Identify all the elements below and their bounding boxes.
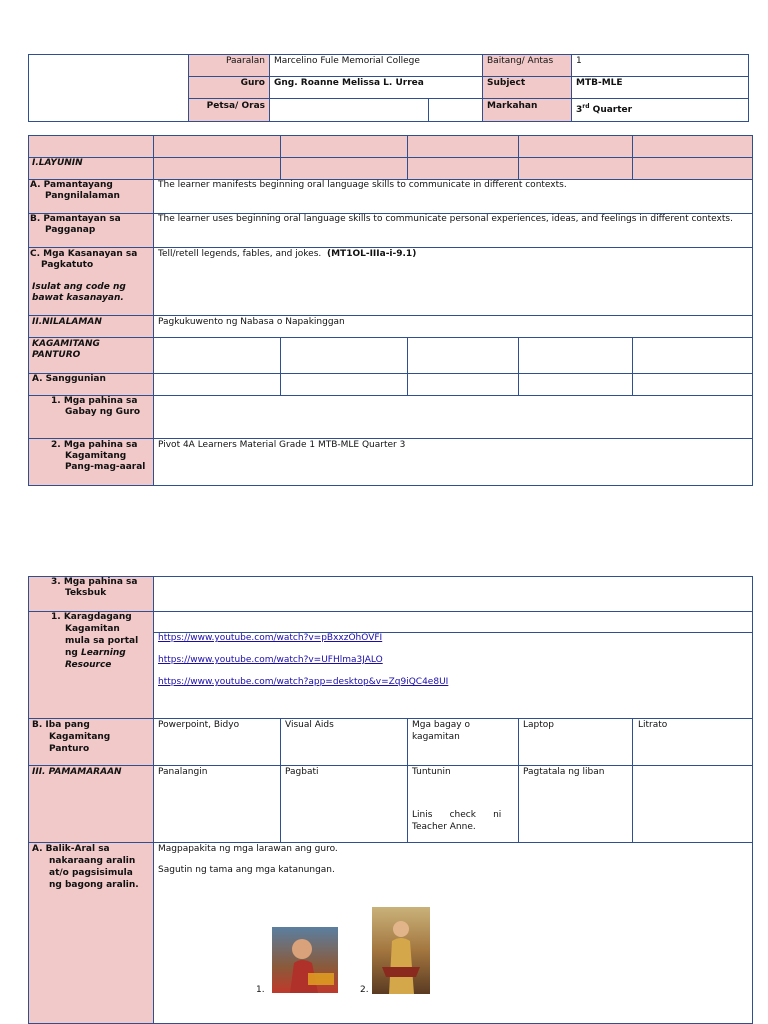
iba-cell-3b: kagamitan bbox=[412, 732, 460, 742]
karagdagang-label-2: Kagamitan bbox=[65, 624, 120, 634]
sanggunian-label: A. Sanggunian bbox=[32, 374, 106, 384]
col-line bbox=[407, 337, 408, 395]
col-line bbox=[518, 135, 519, 180]
balik-label: A. Balik-Aral sa bbox=[32, 844, 110, 854]
youtube-link-3[interactable]: https://www.youtube.com/watch?app=desktop&v=Zq9iQC4e8UI bbox=[158, 677, 449, 687]
karagdagang-label-4: ng Learning bbox=[65, 648, 126, 658]
karagdagang-label: 1. Karagdagang bbox=[51, 612, 132, 622]
a-text: The learner manifests beginning oral language skills to communicate in different contexts. bbox=[158, 180, 567, 190]
iba-cell-3: Mga bagay o bbox=[412, 720, 471, 730]
nilalaman-text: Pagkukuwento ng Nabasa o Napakinggan bbox=[158, 317, 345, 327]
iba-cell-2: Visual Aids bbox=[285, 720, 334, 730]
c-text: Tell/retell legends, fables, and jokes. (MT1OL-IIIa-i-9.1) bbox=[158, 249, 417, 259]
karagdagang-label-5: Resource bbox=[65, 660, 112, 670]
paaralan-label: Paaralan bbox=[226, 56, 265, 66]
iba-label-3: Panturo bbox=[49, 744, 90, 754]
gabay-label: 1. Mga pahina sa bbox=[51, 396, 138, 406]
pam-cell-2: Pagbati bbox=[285, 767, 319, 777]
b-label: B. Pamantayan sa bbox=[30, 214, 121, 224]
c-label-2: Pagkatuto bbox=[41, 260, 94, 270]
b-label-2: Pagganap bbox=[45, 225, 96, 235]
markahan-value: 3rd Quarter bbox=[576, 103, 633, 115]
iba-cell-4: Laptop bbox=[523, 720, 554, 730]
iba-cell-1: Powerpoint, Bidyo bbox=[158, 720, 240, 730]
linis-text: Linis check ni bbox=[412, 810, 502, 820]
row-line bbox=[28, 315, 753, 316]
lm-text: Pivot 4A Learners Material Grade 1 MTB-MLE Quarter 3 bbox=[158, 440, 406, 450]
b-text: The learner uses beginning oral language skills to communicate personal experiences, ideas, and feelings in different contexts. bbox=[158, 214, 733, 224]
lm-label: 2. Mga pahina sa bbox=[51, 440, 138, 450]
col-line bbox=[632, 135, 633, 180]
guro-label: Guro bbox=[240, 78, 265, 88]
baitang-value: 1 bbox=[576, 56, 582, 66]
row-line bbox=[28, 247, 753, 248]
col-line bbox=[280, 718, 281, 842]
balik-label-2: nakaraang aralin bbox=[49, 856, 136, 866]
a-label: A. Pamantayang bbox=[30, 180, 113, 190]
iba-label-2: Kagamitang bbox=[49, 732, 111, 742]
linis-text-2: Teacher Anne. bbox=[412, 822, 476, 832]
a-label-2: Pangnilalaman bbox=[45, 191, 120, 201]
youtube-link-1[interactable]: https://www.youtube.com/watch?v=pBxxzOhOVFI bbox=[158, 633, 383, 643]
kagamitan-heading: KAGAMITANG bbox=[32, 339, 100, 349]
col-line bbox=[518, 337, 519, 395]
baitang-label: Baitang/ Antas bbox=[487, 56, 554, 66]
guro-value: Gng. Roanne Melissa L. Urrea bbox=[274, 78, 424, 88]
row-line bbox=[28, 337, 753, 338]
header-divider bbox=[188, 98, 749, 99]
youtube-link-2[interactable]: https://www.youtube.com/watch?v=UFHlma3JALO bbox=[158, 655, 383, 665]
poster-hero-icon bbox=[272, 927, 338, 993]
balik-label-4: ng bagong aralin. bbox=[49, 880, 139, 890]
lm-label-3: Pang-mag-aaral bbox=[65, 462, 146, 472]
karagdagang-label-3: mula sa portal bbox=[65, 636, 139, 646]
image-number-2: 2. bbox=[360, 985, 369, 995]
col-line bbox=[518, 718, 519, 842]
col-line bbox=[632, 718, 633, 842]
pam-cell-3: Tuntunin bbox=[412, 767, 451, 777]
layunin-heading: I.LAYUNIN bbox=[32, 158, 83, 168]
subject-value: MTB-MLE bbox=[576, 78, 623, 88]
balik-text-2: Sagutin ng tama ang mga katanungan. bbox=[158, 865, 335, 875]
col-line bbox=[632, 337, 633, 395]
col-line bbox=[407, 135, 408, 180]
petsa-label: Petsa/ Oras bbox=[206, 101, 265, 111]
markahan-label: Markahan bbox=[487, 101, 538, 111]
gabay-label-2: Gabay ng Guro bbox=[65, 407, 141, 417]
teksbuk-label: 3. Mga pahina sa bbox=[51, 577, 138, 587]
row-line bbox=[28, 765, 753, 766]
col-line bbox=[407, 718, 408, 842]
subject-label: Subject bbox=[487, 78, 526, 88]
image-number-1: 1. bbox=[256, 985, 265, 995]
balik-text-1: Magpapakita ng mga larawan ang guro. bbox=[158, 844, 338, 854]
row-line bbox=[28, 438, 753, 439]
header-logo-cell bbox=[28, 54, 189, 122]
c-label: C. Mga Kasanayan sa bbox=[30, 249, 138, 259]
col-line bbox=[280, 135, 281, 180]
header-divider bbox=[188, 76, 749, 77]
pam-cell-4: Pagtatala ng liban bbox=[523, 767, 605, 777]
row-line bbox=[28, 842, 753, 843]
pamamaraan-heading: III. PAMAMARAAN bbox=[32, 767, 122, 777]
row-line bbox=[28, 611, 753, 612]
row-line bbox=[28, 373, 753, 374]
col-line bbox=[280, 337, 281, 395]
pam-cell-1: Panalangin bbox=[158, 767, 208, 777]
iba-label: B. Iba pang bbox=[32, 720, 90, 730]
row-line bbox=[28, 718, 753, 719]
paaralan-value: Marcelino Fule Memorial College bbox=[274, 56, 420, 66]
balik-label-3: at/o pagsisimula bbox=[49, 868, 133, 878]
row-line bbox=[28, 157, 753, 158]
c-note-2: bawat kasanayan. bbox=[32, 293, 124, 303]
lm-label-2: Kagamitang bbox=[65, 451, 127, 461]
poster-heroine-icon bbox=[372, 907, 430, 994]
kagamitan-heading-2: PANTURO bbox=[32, 350, 81, 360]
teksbuk-label-2: Teksbuk bbox=[65, 588, 107, 598]
header-divider bbox=[428, 98, 429, 122]
nilalaman-heading: II.NILALAMAN bbox=[32, 317, 102, 327]
c-note: Isulat ang code ng bbox=[32, 282, 126, 292]
iba-cell-5: Litrato bbox=[638, 720, 668, 730]
